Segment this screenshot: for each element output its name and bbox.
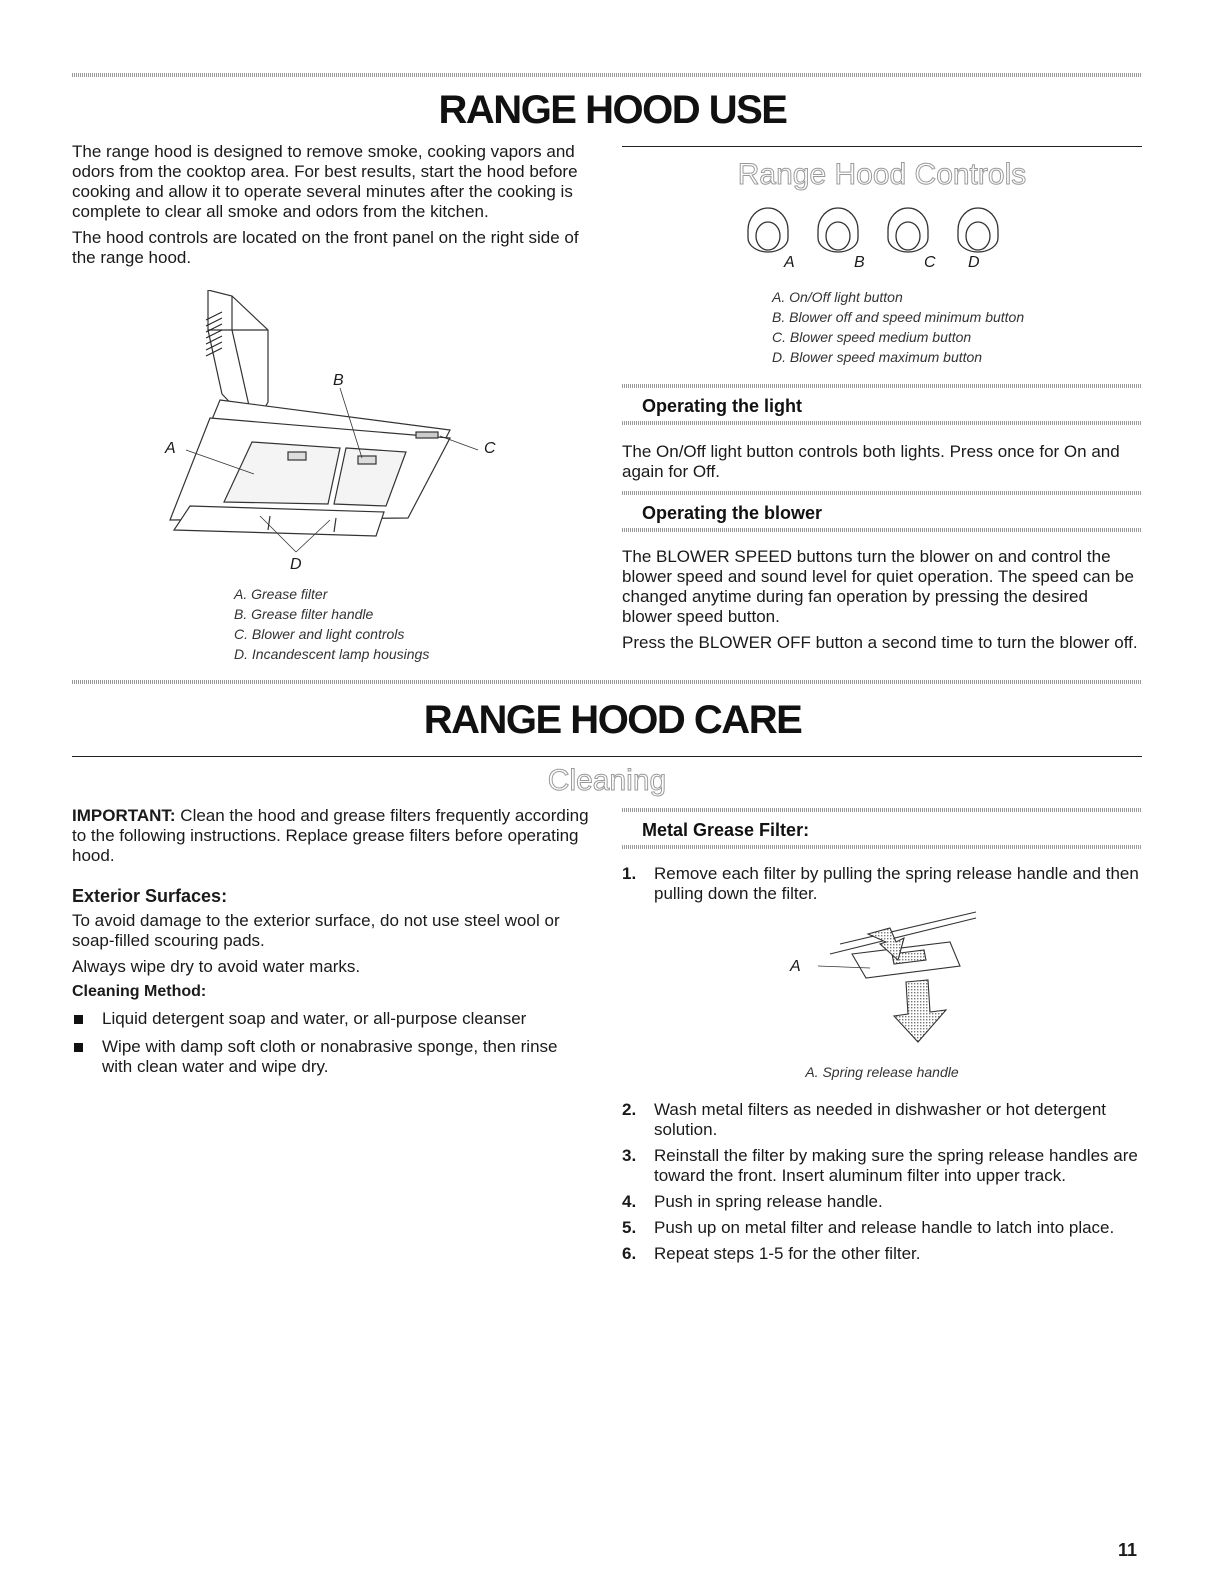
- use-intro: [72, 142, 592, 274]
- bullet-text: Wipe with damp soft cloth or nonabrasive sponge, then rinse with clean water and wipe dry.: [102, 1037, 558, 1076]
- knob-label-b: B: [854, 254, 865, 271]
- controls-caption-d: D. Blower speed maximum button: [772, 349, 983, 365]
- list-item: [622, 1146, 1142, 1186]
- hood-callout-b: B: [333, 372, 344, 389]
- step-number: 4.: [622, 1192, 637, 1211]
- spring-caption: A. Spring release handle: [805, 1064, 959, 1080]
- important-note: [72, 806, 592, 866]
- cleaning-title: Cleaning: [547, 764, 667, 797]
- operating-blower-body: [622, 547, 1142, 659]
- controls-caption-b: B. Blower off and speed minimum button: [772, 309, 1025, 325]
- list-item: [622, 864, 1142, 904]
- care-left-column: [72, 806, 592, 1085]
- button-d-icon: [958, 208, 998, 252]
- blower-paragraph-2: Press the BLOWER OFF button a second time to turn the blower off.: [622, 633, 1138, 652]
- step-text: Repeat steps 1-5 for the other filter.: [654, 1244, 921, 1263]
- important-text: Clean the hood and grease filters frequently according to the following instructions. Replace grease filters before operating hood.: [72, 806, 589, 865]
- list-item: [622, 1218, 1142, 1238]
- page-number: 11: [1118, 1540, 1138, 1560]
- knob-label-d: D: [968, 254, 980, 271]
- cleaning-method-heading: Cleaning Method:: [72, 983, 207, 1000]
- button-b-icon: [818, 208, 858, 252]
- page-title-care: RANGE HOOD CARE: [423, 698, 802, 742]
- list-item: [622, 1192, 1142, 1212]
- list-item: [72, 1009, 592, 1029]
- step-text: Push in spring release handle.: [654, 1192, 883, 1211]
- knob-label-a: A: [784, 254, 795, 271]
- intro-paragraph-2: The hood controls are located on the front panel on the right side of the range hood.: [72, 228, 579, 267]
- step-number: 3.: [622, 1146, 637, 1165]
- important-label: IMPORTANT:: [72, 806, 176, 825]
- list-item: [72, 1037, 592, 1077]
- step-text: Wash metal filters as needed in dishwasher or hot detergent solution.: [654, 1100, 1107, 1139]
- filter-steps: [622, 1100, 1142, 1270]
- exterior-paragraph-2: Always wipe dry to avoid water marks.: [72, 957, 361, 976]
- operating-light-text: The On/Off light button controls both lights. Press once for On and again for Off.: [622, 442, 1120, 481]
- controls-title: Range Hood Controls: [737, 158, 1027, 191]
- metal-filter-band: [622, 808, 1142, 849]
- hood-callout-c: C: [484, 440, 496, 457]
- hood-figure-captions: [234, 584, 554, 664]
- button-c-icon: [888, 208, 928, 252]
- controls-top-rule: [622, 146, 1142, 147]
- button-a-icon: [748, 208, 788, 252]
- step-number: 2.: [622, 1100, 637, 1119]
- hood-callout-a: A: [165, 440, 176, 457]
- bullet-icon: [74, 1043, 83, 1052]
- spring-callout-a: A: [790, 958, 801, 975]
- step-text: Reinstall the filter by making sure the spring release handles are toward the front. Insert aluminum filter into upper track.: [654, 1146, 1138, 1185]
- operating-blower-heading: Operating the blower: [642, 503, 823, 523]
- step-number: 5.: [622, 1218, 637, 1237]
- exterior-heading: Exterior Surfaces:: [72, 886, 228, 906]
- controls-caption-a: A. On/Off light button: [772, 289, 903, 305]
- range-hood-illustration: [150, 290, 530, 590]
- blower-paragraph-1: The BLOWER SPEED buttons turn the blower on and control the blower speed and sound level for quiet operation. The speed can be changed anytime during fan operation by pressing the desired blower speed button.: [622, 547, 1134, 626]
- hood-caption-a: A. Grease filter: [234, 586, 328, 602]
- hood-callout-d: D: [290, 556, 302, 573]
- operating-blower-band: [622, 491, 1142, 532]
- list-item: [622, 1244, 1142, 1264]
- bullet-icon: [74, 1015, 83, 1024]
- bullet-text: Liquid detergent soap and water, or all-purpose cleanser: [102, 1009, 527, 1028]
- operating-light-heading: Operating the light: [642, 396, 802, 416]
- metal-filter-heading: Metal Grease Filter:: [642, 820, 810, 840]
- hood-caption-c: C. Blower and light controls: [234, 626, 405, 642]
- care-title-rule: [72, 756, 1142, 757]
- step-number: 6.: [622, 1244, 637, 1263]
- spring-release-illustration: [800, 908, 990, 1058]
- step-text: Push up on metal filter and release handle to latch into place.: [654, 1218, 1115, 1237]
- page-title-use: RANGE HOOD USE: [438, 88, 787, 132]
- controls-caption-c: C. Blower speed medium button: [772, 329, 972, 345]
- control-buttons-illustration: [745, 200, 1005, 256]
- hood-caption-d: D. Incandescent lamp housings: [234, 646, 430, 662]
- operating-light-band: [622, 384, 1142, 425]
- filter-step-1: [622, 864, 1142, 910]
- intro-paragraph-1: The range hood is designed to remove smoke, cooking vapors and odors from the cooktop area. For best results, start the hood before cooking and allow it to operate several minutes after the cooking is complete to clear all smoke and odors from the kitchen.: [72, 142, 578, 221]
- top-rule: [72, 73, 1142, 77]
- controls-captions: [772, 287, 1112, 367]
- cleaning-method-list: [72, 1009, 592, 1077]
- hood-caption-b: B. Grease filter handle: [234, 606, 374, 622]
- list-item: [622, 1100, 1142, 1140]
- step-text: Remove each filter by pulling the spring release handle and then pulling down the filter.: [654, 864, 1139, 903]
- step-number: 1.: [622, 864, 637, 883]
- care-top-rule: [72, 680, 1142, 684]
- exterior-paragraph-1: To avoid damage to the exterior surface, do not use steel wool or soap-filled scouring pads.: [72, 911, 560, 950]
- knob-label-c: C: [924, 254, 936, 271]
